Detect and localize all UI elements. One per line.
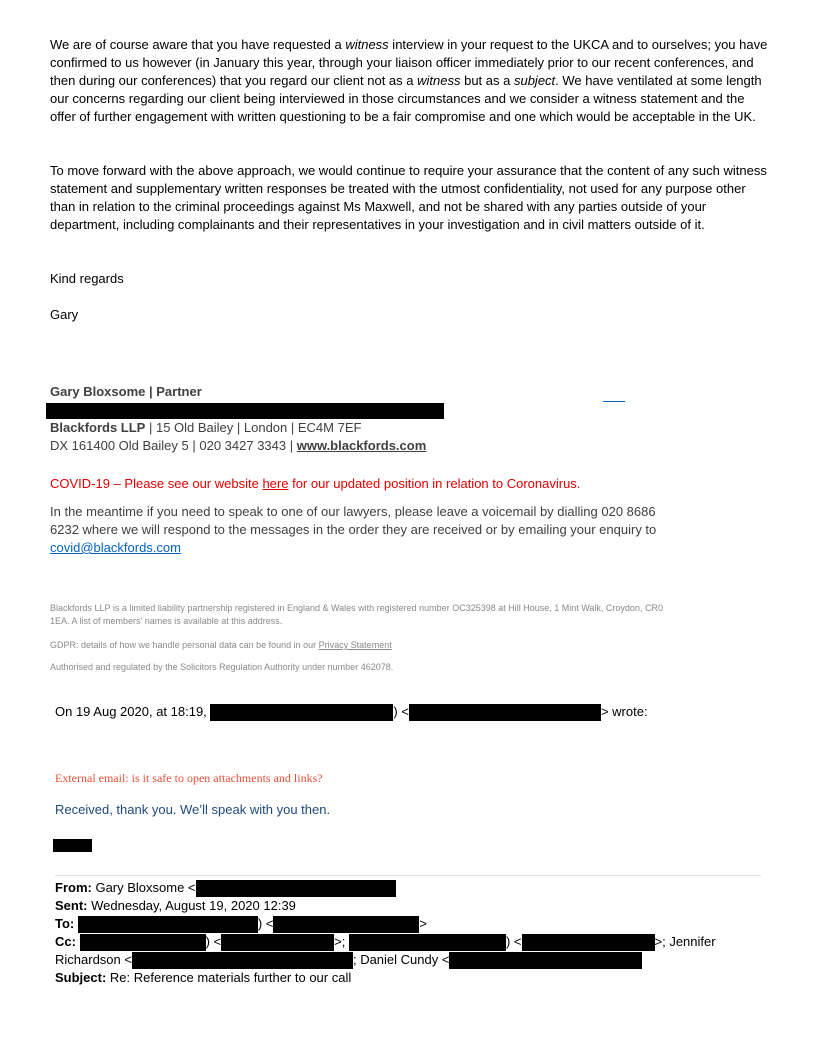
closing: Kind regards bbox=[50, 271, 124, 286]
cc-line2-a: Richardson < bbox=[55, 952, 132, 967]
body-paragraph-2: To move forward with the above approach, we would continue to require your assurance that the content of any such witness statement and supplementary written responses be treated with the utmost confidentiality, not used for any purpose other than in relation to the criminal proceedings against Ms Maxwell, and not be shared with any parties outside of your department, including complainants and their representatives in your investigation and in civil matters outside of it. bbox=[50, 163, 767, 232]
to-label: To: bbox=[55, 916, 75, 931]
reply-paren: ) < bbox=[393, 704, 409, 719]
from-label: From: bbox=[55, 880, 92, 895]
signature-address bbox=[50, 419, 770, 437]
header-from bbox=[55, 879, 396, 897]
p1-text-d: . We have ventilated at some length our concerns regarding our client being interviewed in those circumstances and we consider a witness statement and the offer of further engagement with written questioning to be a fair compromise and one which would be acceptable in the UK. bbox=[50, 73, 762, 124]
redaction-bar bbox=[210, 704, 393, 721]
gdpr-text: GDPR: details of how we handle personal data can be found in our bbox=[50, 640, 319, 650]
redaction-bar bbox=[522, 934, 655, 951]
reply-wrote: > wrote: bbox=[600, 704, 648, 719]
sent-label: Sent: bbox=[55, 898, 88, 913]
to-mid: ) < bbox=[257, 916, 274, 931]
redaction-bar bbox=[80, 934, 206, 951]
hidden-link-marks bbox=[603, 401, 625, 404]
covid-voicemail-paragraph bbox=[50, 503, 660, 557]
sent-value: Wednesday, August 19, 2020 12:39 bbox=[87, 898, 296, 913]
disclaimer-gdpr bbox=[50, 639, 670, 652]
redaction-bar bbox=[46, 403, 444, 419]
redaction-bar bbox=[409, 704, 601, 721]
privacy-statement-link[interactable]: Privacy Statement bbox=[318, 640, 392, 650]
p1-subject: subject bbox=[513, 73, 556, 88]
cc-label: Cc: bbox=[55, 934, 76, 949]
covid-here-link[interactable]: here bbox=[262, 476, 289, 491]
reply-date-prefix: On 19 Aug 2020, at 18:19, bbox=[55, 704, 211, 719]
p1-text-a: We are of course aware that you have requested a bbox=[50, 37, 346, 52]
subject-value: Re: Reference materials further to our call bbox=[106, 970, 352, 985]
p1-witness-1: witness bbox=[345, 37, 389, 52]
signature-name-title: Gary Bloxsome | Partner bbox=[50, 384, 202, 399]
redaction-bar bbox=[449, 952, 642, 969]
redaction-bar bbox=[349, 934, 506, 951]
covid-email-link[interactable]: covid@blackfords.com bbox=[50, 540, 181, 555]
redaction-bar bbox=[196, 880, 396, 897]
firm-address: | 15 Old Bailey | London | EC4M 7EF bbox=[145, 420, 362, 435]
to-end: > bbox=[419, 916, 428, 931]
covid-text-b: for our updated position in relation to Coronavirus. bbox=[288, 476, 581, 491]
cc-mid-1: ) < bbox=[205, 934, 222, 949]
redaction-bar bbox=[221, 934, 334, 951]
header-sent bbox=[55, 897, 296, 915]
redaction-bar bbox=[53, 839, 92, 852]
body-paragraph-1 bbox=[50, 36, 770, 126]
signoff: Gary bbox=[50, 307, 79, 322]
header-divider bbox=[55, 875, 761, 876]
signature-dx-line bbox=[50, 437, 770, 455]
cc-sep-1: >; bbox=[334, 934, 346, 949]
cc-end: >; Jennifer bbox=[654, 934, 716, 949]
redaction-bar bbox=[78, 916, 258, 933]
p1-text-b: interview in your request to the UKCA and to ourselves; you have confirmed to us however (in January this year, through your liaison officer immediately prior to our recent conferences, and then during our conferences) that you regard our client not as a bbox=[50, 37, 768, 88]
covid-text-a: COVID-19 – Please see our website bbox=[50, 476, 263, 491]
cc-line2-b: ; Daniel Cundy < bbox=[352, 952, 450, 967]
covid-notice bbox=[50, 475, 770, 493]
disclaimer-registration: Blackfords LLP is a limited liability partnership registered in England & Wales with registered number OC325398 at Hill House, 1 Mint Walk, Croydon, CR0 1EA. A list of members’ names is available at this address. bbox=[50, 603, 663, 626]
reply-on-line bbox=[55, 703, 648, 721]
subject-label: Subject: bbox=[55, 970, 107, 985]
cc-mid-2: ) < bbox=[505, 934, 522, 949]
redaction-bar bbox=[273, 916, 419, 933]
website-link[interactable]: www.blackfords.com bbox=[296, 438, 427, 453]
firm-name: Blackfords LLP bbox=[50, 420, 146, 435]
disclaimer-sra: Authorised and regulated by the Solicitors Regulation Authority under number 462078. bbox=[50, 662, 394, 672]
header-cc bbox=[55, 933, 716, 951]
header-to bbox=[55, 915, 427, 933]
p1-witness-2: witness bbox=[417, 73, 461, 88]
received-message: Received, thank you. We’ll speak with you then. bbox=[55, 802, 331, 817]
dx-phone: DX 161400 Old Bailey 5 | 020 3427 3343 | bbox=[50, 438, 297, 453]
covid-voicemail-text: In the meantime if you need to speak to one of our lawyers, please leave a voicemail by dialling 020 8686 6232 where we will respond to the messages in the order they are received or by emailing your enquiry to bbox=[50, 504, 657, 537]
header-cc-continued bbox=[55, 951, 642, 969]
p1-text-c: but as a bbox=[460, 73, 514, 88]
redaction-bar bbox=[132, 952, 353, 969]
from-value: Gary Bloxsome < bbox=[91, 880, 196, 895]
external-email-warning: External email: is it safe to open attachments and links? bbox=[55, 771, 323, 785]
header-subject bbox=[55, 969, 351, 987]
